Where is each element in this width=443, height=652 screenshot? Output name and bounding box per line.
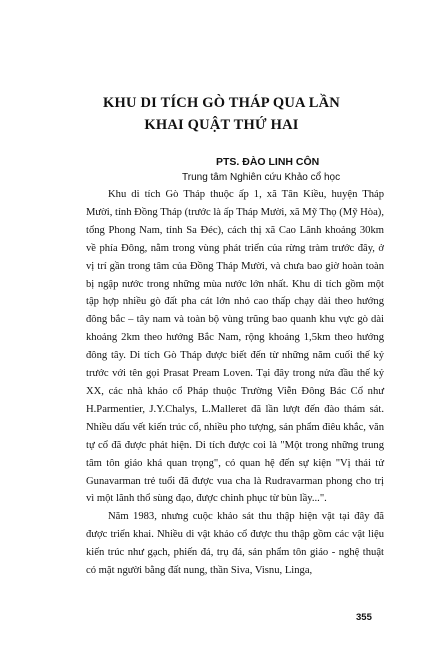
article-title-line-2: KHAI QUẬT THỨ HAI <box>144 117 299 133</box>
author-name: PTS. ĐÀO LINH CÔN <box>216 156 320 168</box>
article-body <box>86 186 384 580</box>
page-number: 355 <box>356 612 372 623</box>
paragraph-2: Năm 1983, nhưng cuộc khảo sát thu thập hiện vật tại đây đã được triển khai. Nhiều di vật khảo cổ được thu thập gồm các vật liệu kiến trúc như gạch, phiến đá, trụ đá, sản phẩm tôn giáo - nghệ thuật có mặt người bằng đất nung, thần Siva, Visnu, Linga, <box>86 511 384 577</box>
article-title-line-1: KHU DI TÍCH GÒ THÁP QUA LẦN <box>103 95 340 111</box>
paragraph-1: Khu di tích Gò Tháp thuộc ấp 1, xã Tân Kiều, huyện Tháp Mười, tỉnh Đồng Tháp (trước là ấp Tháp Mười, xã Mỹ Thọ (Mỹ Hòa), tổng Phong Nam, tỉnh Sa Đéc), cách thị xã Cao Lãnh khoảng 30km về phía Đông, nằm trong vùng phát triển của rừng tràm trước đây, ở vị trí gần trong tâm của Đồng Tháp Mười, và chưa bao giờ hoàn toàn bị ngập nước trong những mùa nước lớn nhất. Khu di tích gồm một tập hợp nhiều gò đất pha cát lớn nhỏ cao thấp chạy dài theo hướng đông bắc – tây nam và toàn bộ vùng trũng bao quanh khu vực gò dài khoảng 2km theo hướng Bắc Nam, rộng khoảng 1,5km theo hướng đông tây. Di tích Gò Tháp được biết đến từ những năm cuối thế kỷ trước với tên gọi Prasat Pream Loven. Tại đây trong nửa đầu thế kỷ XX, các nhà khảo cổ Pháp thuộc Trường Viễn Đông Bác Cổ như H.Parmentier, J.Y.Chalys, L.Malleret đã lần lượt đến đào thám sát. Nhiều dấu vết kiến trúc cổ, nhiều pho tượng, sản phẩm điêu khắc, văn tự cổ đã được phát hiện. Di tích được coi là "Một trong những trung tâm tôn giáo khá quan trọng", có quan hệ đến sự kiện "Vị thái tử Gunavarman trẻ tuổi đã được vua cha là Rudravarman phong cho trị vì một lãnh thổ sùng đạo, được chinh phục từ bùn lầy...". <box>86 189 384 505</box>
article-title <box>0 92 443 136</box>
author-affiliation: Trung tâm Nghiên cứu Khảo cổ học <box>182 172 341 183</box>
